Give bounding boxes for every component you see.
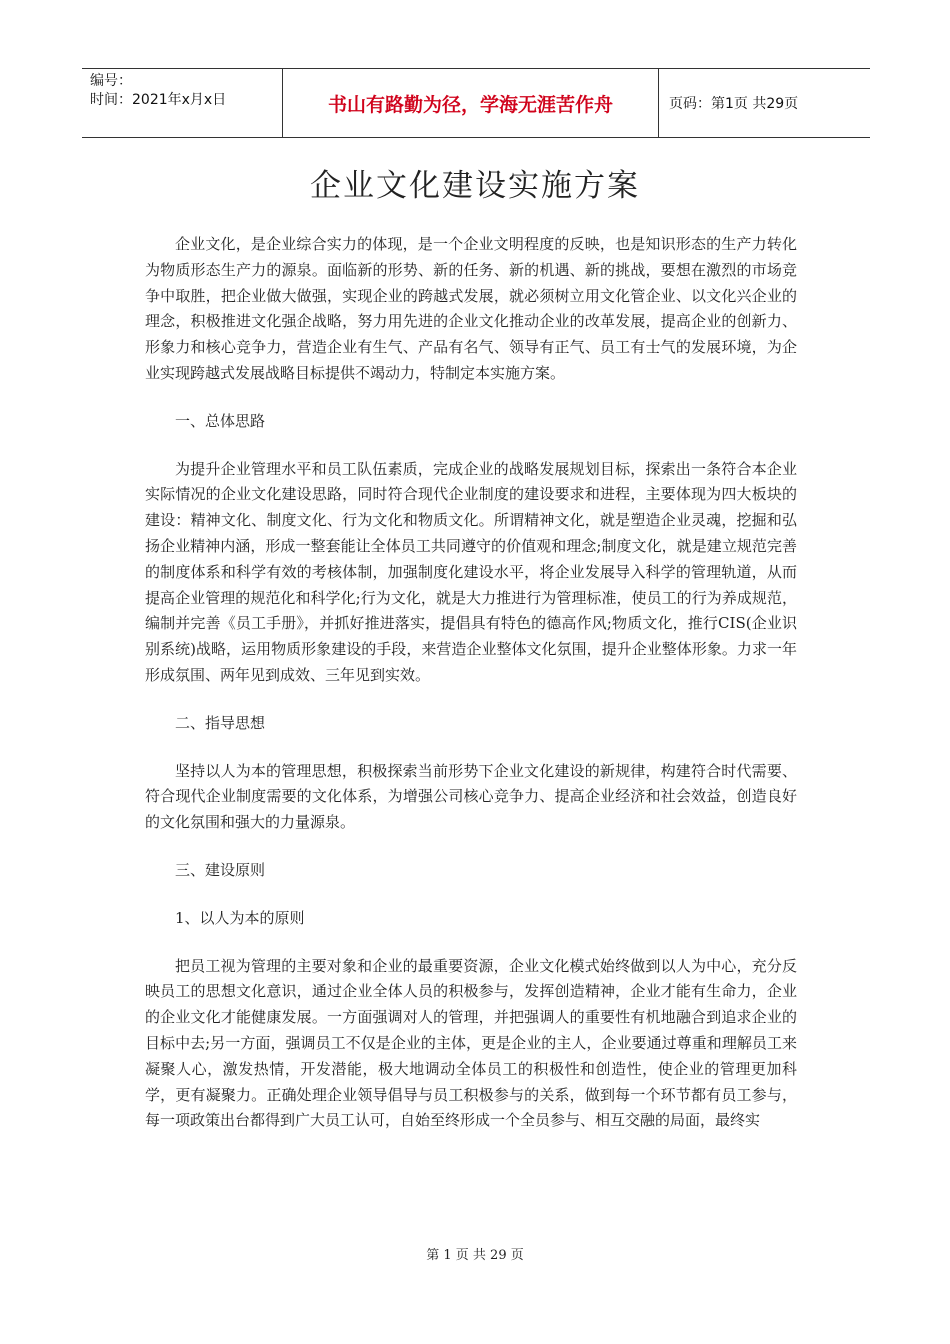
header-page-info: 页码：第1页 共29页 [669,96,799,112]
overall-paragraph: 为提升企业管理水平和员工队伍素质，完成企业的战略发展规划目标，探索出一条符合本企业实际情况的企业文化建设思路，同时符合现代企业制度的建设要求和进程，主要体现为四大板块的建设：精神文化、制度文化、行为文化和物质文化。所谓精神文化，就是塑造企业灵魂，挖掘和弘扬企业精神内涵，形成一整套能让全体员工共同遵守的价值观和理念;制度文化，就是建立规范完善的制度体系和科学有效的考核体制，加强制度化建设水平，将企业发展导入科学的管理轨道，从而提高企业管理的规范化和科学化;行为文化，就是大力推进行为管理标准，使员工的行为养成规范，编制并完善《员工手册》，并抓好推进落实，提倡具有特色的德高作风;物质文化，推行CIS(企业识别系统)战略，运用物质形象建设的手段，来营造企业整体文化氛围，提升企业整体形象。力求一年形成氛围、两年见到成效、三年见到实效。 [145,459,797,684]
section-heading-principles: 三、建设原则 [175,860,266,879]
document-body [145,232,797,1134]
document-title: 企业文化建设实施方案 [310,168,640,204]
section-heading-guiding: 二、指导思想 [175,713,266,732]
document-number-label: 编号： [90,73,132,89]
section-heading-overall: 一、总体思路 [175,411,266,430]
document-time-label: 时间：2021年x月x日 [90,92,227,108]
header-meta [82,69,282,137]
page-footer: 第 1 页 共 29 页 [426,1248,524,1263]
people-paragraph: 把员工视为管理的主要对象和企业的最重要资源，企业文化模式始终做到以人为中心，充分反映员工的思想文化意识，通过企业全体人员的积极参与，发挥创造精神，企业才能有生命力，企业的企业文化才能健康发展。一方面强调对人的管理，并把强调人的重要性有机地融合到追求企业的目标中去;另一方面，强调员工不仅是企业的主体，更是企业的主人，企业要通过尊重和理解员工来凝聚人心，激发热情，开发潜能，极大地调动全体员工的积极性和创造性，使企业的管理更加科学，更有凝聚力。正确处理企业领导倡导与员工积极参与的关系，做到每一个环节都有员工参与，每一项政策出台都得到广大员工认可，自始至终形成一个全员参与、相互交融的局面，最终实 [145,956,797,1130]
guiding-paragraph: 坚持以人为本的管理思想，积极探索当前形势下企业文化建设的新规律，构建符合时代需要、符合现代企业制度需要的文化体系，为增强公司核心竞争力、提高企业经济和社会效益，创造良好的文化氛围和强大的力量源泉。 [145,761,797,832]
subsection-heading-people: 1、以人为本的原则 [175,908,305,927]
page-header [82,68,870,138]
intro-paragraph: 企业文化，是企业综合实力的体现，是一个企业文明程度的反映，也是知识形态的生产力转化为物质形态生产力的源泉。面临新的形势、新的任务、新的机遇、新的挑战，要想在激烈的市场竞争中取胜，把企业做大做强，实现企业的跨越式发展，就必须树立用文化管企业、以文化兴企业的理念，积极推进文化强企战略，努力用先进的企业文化推动企业的改革发展，提高企业的创新力、形象力和核心竞争力，营造企业有生气、产品有名气、领导有正气、员工有士气的发展环境，为企业实现跨越式发展战略目标提供不竭动力，特制定本实施方案。 [145,235,797,382]
header-motto: 书山有路勤为径，学海无涯苦作舟 [282,69,659,137]
